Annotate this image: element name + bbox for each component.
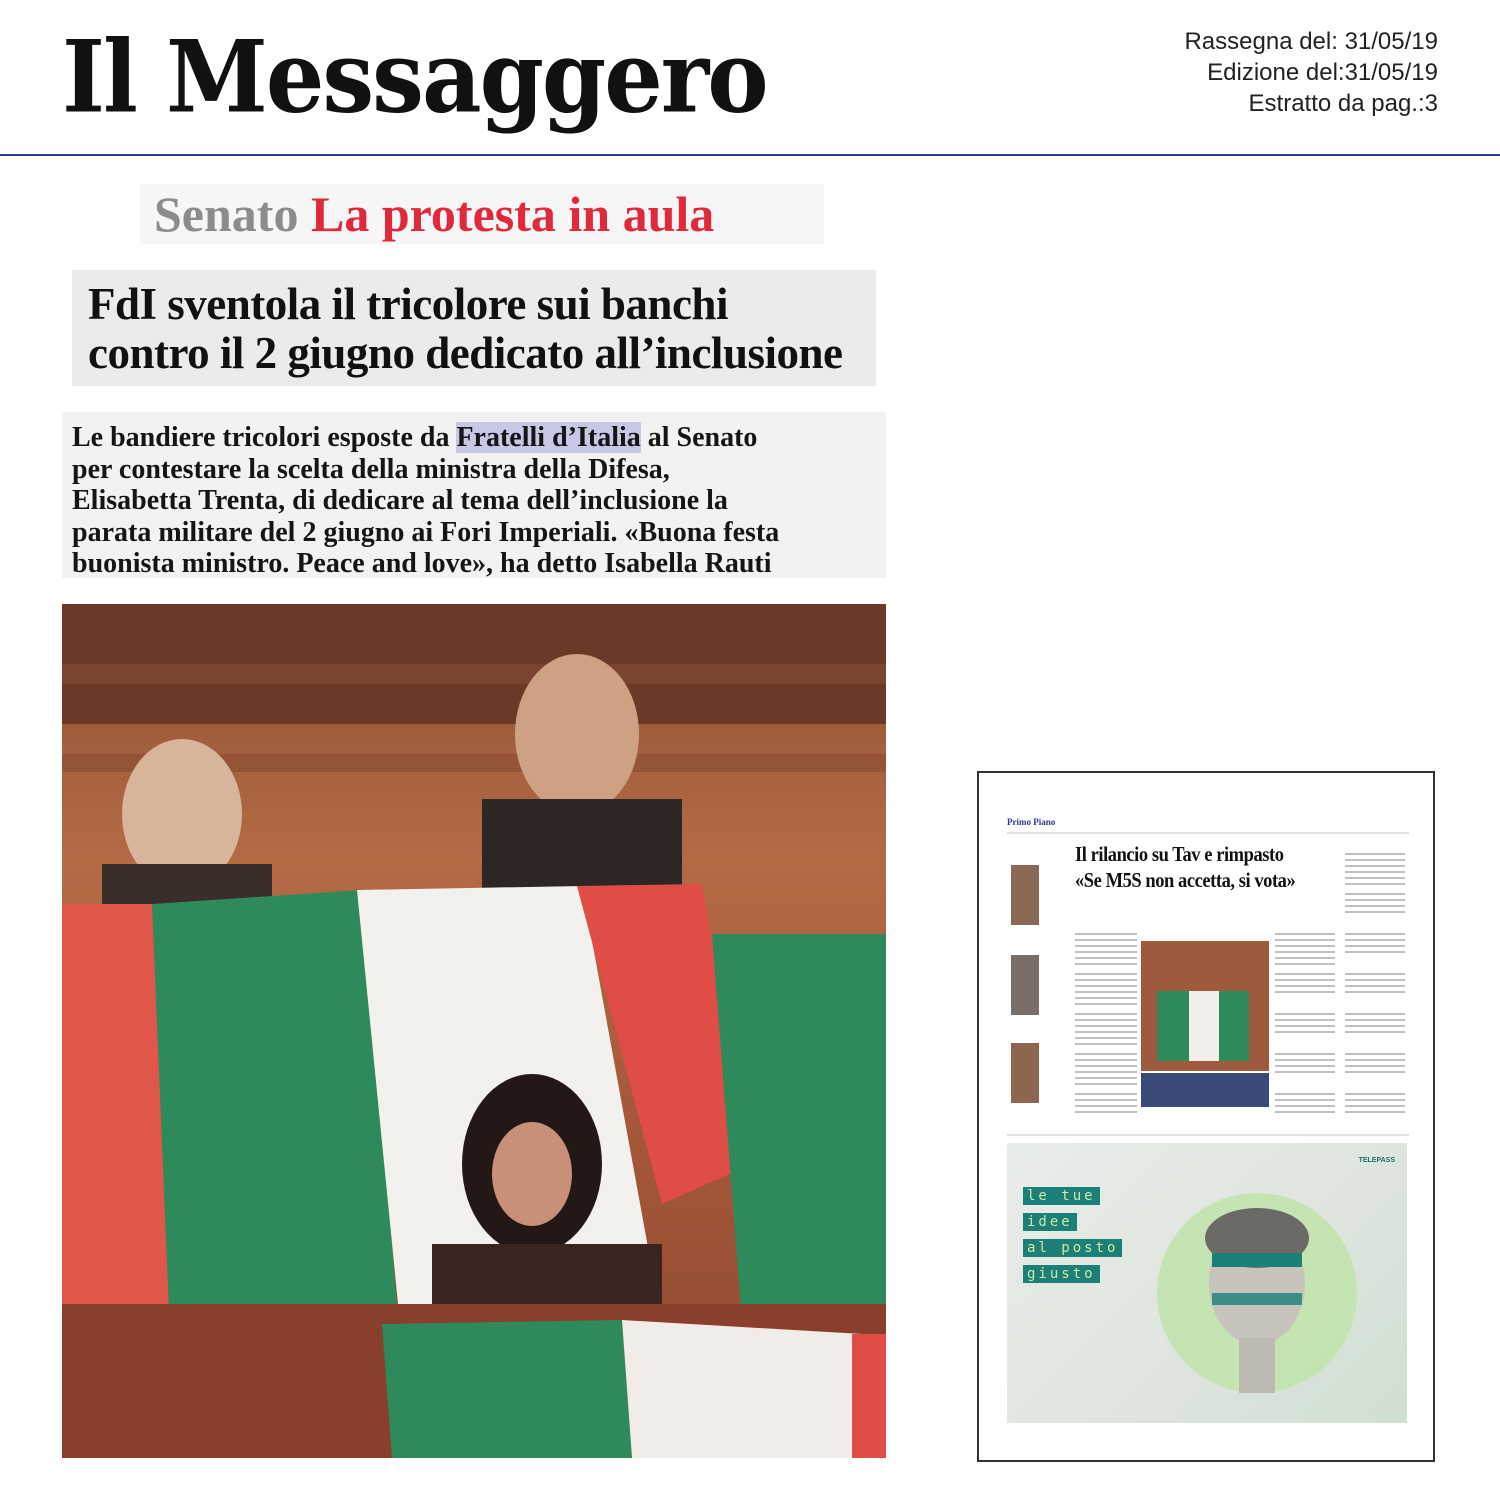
caption-line: Elisabetta Trenta, di dedicare al tema dell’inclusione la	[72, 485, 728, 516]
page-extract: Estratto da pag.:3	[1248, 90, 1438, 117]
caption-text: Le bandiere tricolori esposte da	[72, 422, 457, 453]
caption-line: per contestare la scelta della ministra della Difesa,	[72, 453, 670, 485]
caption-line: parata militare del 2 giugno ai Fori Imperiali. «Buona festa	[72, 516, 780, 548]
ad-slogan-word: le tue	[1023, 1187, 1100, 1205]
caption-text: al Senato	[640, 422, 758, 453]
headline-line: contro il 2 giugno dedicato all’inclusione	[88, 328, 843, 378]
masthead-logo: Il Messaggero	[62, 18, 767, 136]
header-rule	[0, 154, 1500, 156]
page-thumbnail	[977, 771, 1435, 1462]
ad-face-illustration	[1007, 1143, 1407, 1423]
kicker-topic: La protesta in aula	[310, 186, 715, 242]
caption-line	[72, 422, 886, 454]
highlighted-party-name: Fratelli d’Italia	[456, 422, 641, 453]
telepass-advertisement	[1007, 1143, 1407, 1423]
ad-slogan-word: al posto	[1023, 1239, 1122, 1257]
caption-line: buonista ministro. Peace and love», ha detto Isabella Rauti	[72, 548, 772, 579]
thumbnail-section-label: Primo Piano	[1007, 817, 1056, 827]
headline-line: FdI sventola il tricolore sui banchi	[88, 279, 728, 329]
kicker-section: Senato	[154, 186, 299, 242]
thumbnail-headline-line: «Se M5S non accetta, si vota»	[1075, 868, 1296, 892]
ad-slogan-word: giusto	[1023, 1265, 1100, 1283]
photo-caption	[62, 412, 886, 578]
kicker	[140, 184, 824, 244]
article-headline	[72, 270, 876, 386]
edizione-date: Edizione del:31/05/19	[1207, 59, 1438, 86]
senate-flag-photo	[62, 604, 886, 1458]
photo-illustration	[62, 604, 886, 1458]
thumbnail-headline-line: Il rilancio su Tav e rimpasto	[1075, 842, 1284, 866]
rassegna-date: Rassegna del: 31/05/19	[1184, 28, 1438, 55]
ad-slogan-word: idee	[1023, 1213, 1077, 1231]
clipping-metadata	[1184, 26, 1438, 119]
ad-brand-label: TELEPASS	[1358, 1157, 1395, 1164]
